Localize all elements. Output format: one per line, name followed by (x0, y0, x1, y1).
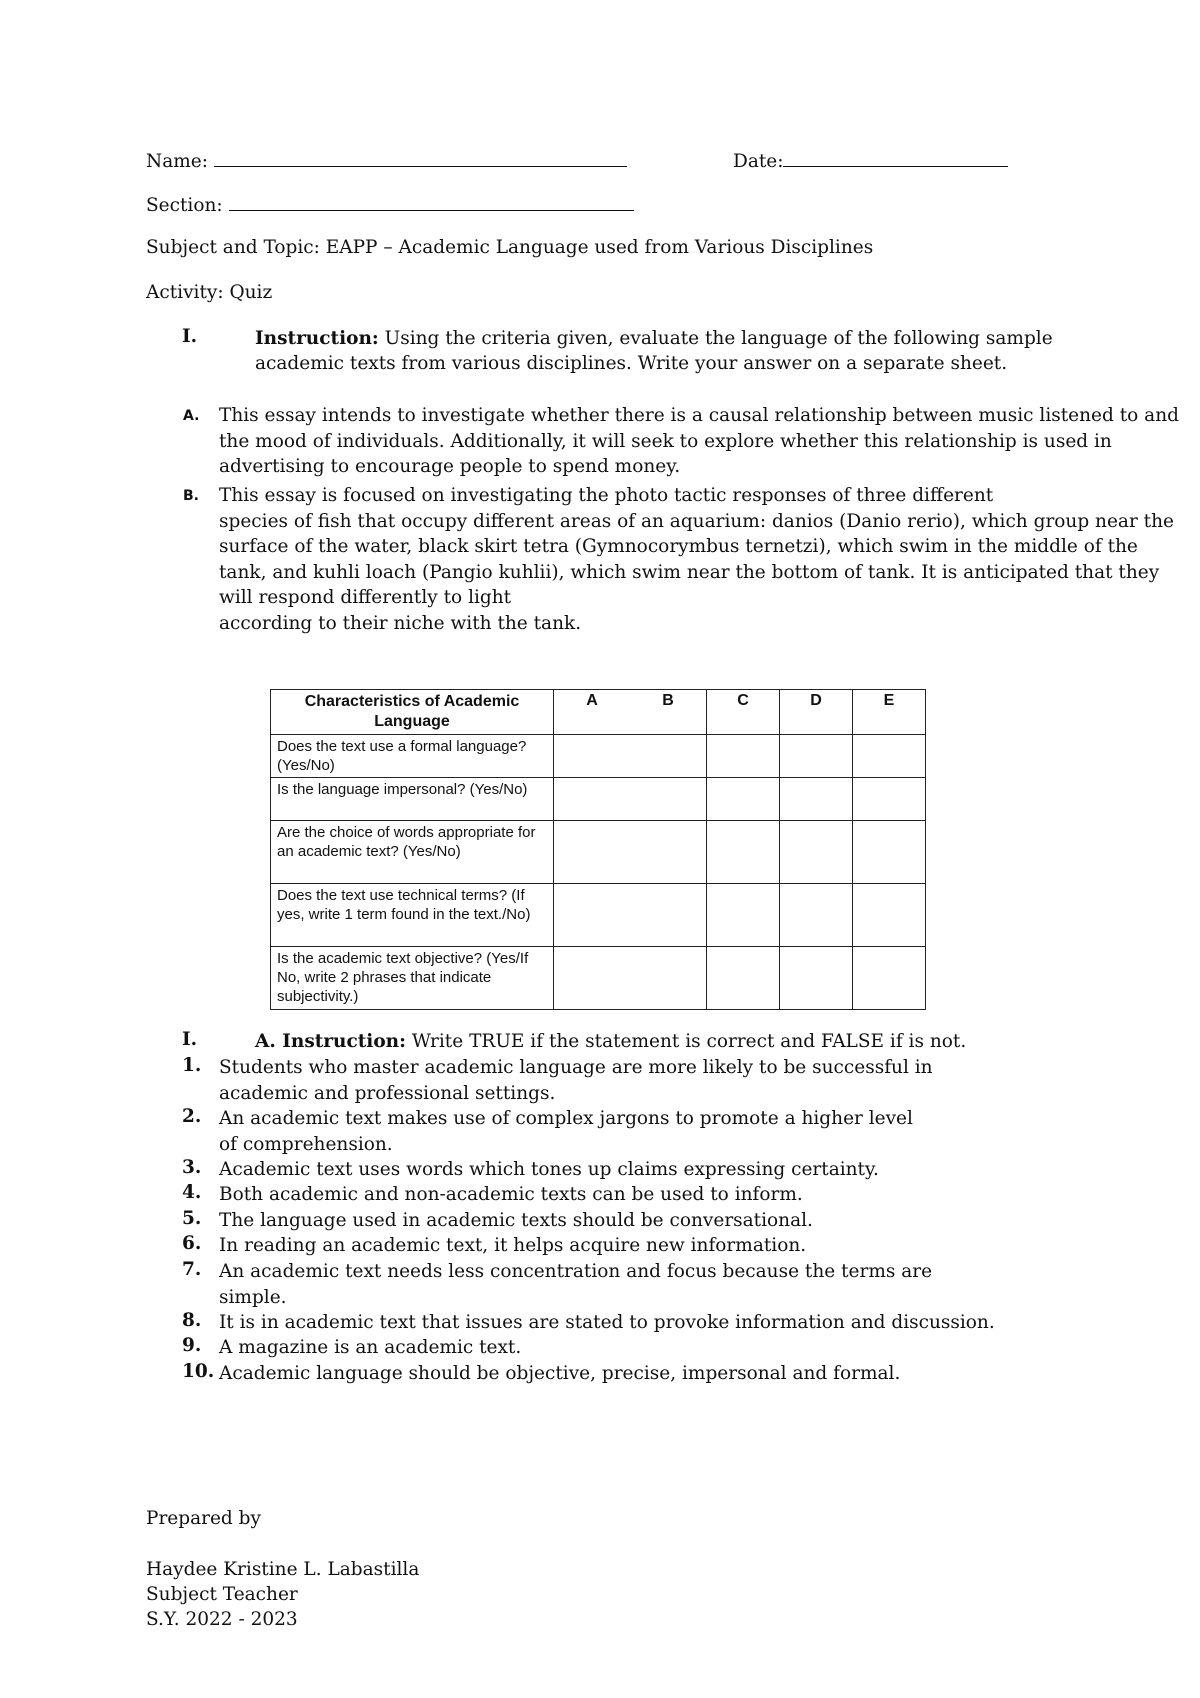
table-header-b: B (630, 690, 707, 735)
section-label: Section: (146, 195, 223, 216)
passage-b-line: according to their niche with the tank. (219, 612, 582, 634)
table-header-characteristics: Characteristics of Academic Language (271, 690, 554, 735)
table-row-criterion: Are the choice of words appropriate for an academic text? (Yes/No) (271, 821, 554, 884)
tf-item (219, 1055, 933, 1106)
table-cell-answer[interactable] (853, 778, 926, 821)
table-row-criterion: Does the text use a formal language? (Yes/No) (271, 735, 554, 778)
teacher-role: Subject Teacher (146, 1584, 298, 1605)
section-blank[interactable] (229, 192, 634, 211)
table-row (271, 947, 926, 1010)
table-cell-answer[interactable] (853, 884, 926, 947)
tf-item-line: Academic language should be objective, precise, impersonal and formal. (219, 1363, 901, 1384)
table-cell-answer[interactable] (554, 947, 707, 1010)
tf-item (219, 1335, 521, 1361)
passage-a-line: advertising to encourage people to spend money. (219, 456, 681, 477)
passage-b-line: tank, and kuhli loach (Pangio kuhlii), which swim near the bottom of tank. It is anticipated that they (219, 561, 1160, 583)
table-cell-answer[interactable] (780, 821, 853, 884)
part1-instruction (255, 326, 1145, 376)
table-cell-answer[interactable] (707, 735, 780, 778)
passage-a-line: the mood of individuals. Additionally, it will seek to explore whether this relationship is used in (219, 430, 1112, 452)
table-cell-answer[interactable] (554, 735, 707, 778)
tf-item-line: A magazine is an academic text. (219, 1337, 522, 1358)
tf-item (219, 1310, 995, 1336)
table-header-a: A (554, 690, 631, 735)
tf-item-number: 9. (182, 1335, 202, 1356)
date-label: Date: (733, 151, 784, 172)
tf-item-line: Students who master academic language are more likely to be successful in (219, 1057, 933, 1078)
tf-item-number: 3. (182, 1157, 202, 1178)
table-cell-answer[interactable] (554, 778, 707, 821)
activity-line: Activity: Quiz (146, 282, 273, 303)
tf-item-line: An academic text needs less concentration and focus because the terms are (219, 1261, 933, 1282)
tf-item (219, 1182, 803, 1208)
tf-item-line: In reading an academic text, it helps acquire new information. (219, 1235, 807, 1256)
tf-item-line: of comprehension. (219, 1133, 393, 1155)
part1-roman: I. (182, 326, 198, 347)
table-cell-answer[interactable] (554, 884, 707, 947)
passage-b-line: This essay is focused on investigating the photo tactic responses of three different (219, 485, 994, 506)
tf-item (219, 1157, 879, 1183)
table-cell-answer[interactable] (554, 821, 707, 884)
table-cell-answer[interactable] (707, 821, 780, 884)
tf-item-line: The language used in academic texts should be conversational. (219, 1210, 813, 1231)
table-cell-answer[interactable] (707, 947, 780, 1010)
table-cell-answer[interactable] (780, 947, 853, 1010)
tf-item-line: An academic text makes use of complex jargons to promote a higher level (219, 1108, 913, 1129)
table-header-d: D (780, 690, 853, 735)
part2-instruction-text: Write TRUE if the statement is correct and FALSE if is not. (411, 1031, 967, 1052)
table-cell-answer[interactable] (853, 735, 926, 778)
name-field (146, 148, 627, 172)
tf-item-number: 2. (182, 1106, 202, 1127)
table-header-row (271, 690, 926, 735)
part1-instruction-label: Instruction: (255, 328, 379, 349)
table-row (271, 735, 926, 778)
name-label: Name: (146, 151, 208, 172)
date-field (733, 148, 1008, 172)
tf-item (219, 1361, 900, 1387)
tf-item (219, 1106, 913, 1157)
table-cell-answer[interactable] (707, 778, 780, 821)
table-cell-answer[interactable] (780, 735, 853, 778)
passage-b-line: will respond differently to light (219, 587, 512, 608)
table-row (271, 821, 926, 884)
tf-item-number: 6. (182, 1233, 202, 1254)
table-row-criterion: Does the text use technical terms? (If yes, write 1 term found in the text./No) (271, 884, 554, 947)
tf-item (219, 1233, 806, 1259)
passage-a-line: This essay intends to investigate whether there is a causal relationship between music listened to and (219, 405, 1179, 426)
part1-instruction-text: Using the criteria given, evaluate the language of the following sample academic texts from various disciplines. Write your answer on a separate sheet. (255, 328, 1053, 374)
tf-item-number: 1. (182, 1055, 202, 1076)
name-blank[interactable] (214, 148, 627, 167)
section-field (146, 192, 634, 216)
teacher-block (146, 1557, 419, 1632)
tf-item (219, 1259, 932, 1310)
table-row-criterion: Is the language impersonal? (Yes/No) (271, 778, 554, 821)
passage-a (219, 403, 1179, 480)
table-row-criterion: Is the academic text objective? (Yes/If No, write 2 phrases that indicate subjectivity.) (271, 947, 554, 1010)
passage-b-line: surface of the water, black skirt tetra (Gymnocorymbus ternetzi), which swim in the middle of the (219, 536, 1138, 557)
passage-b-line: species of fish that occupy different areas of an aquarium: danios (Danio rerio), which group near the (219, 510, 1174, 532)
tf-item-number: 10. (182, 1361, 215, 1382)
date-blank[interactable] (783, 148, 1008, 167)
subject-topic: Subject and Topic: EAPP – Academic Language used from Various Disciplines (146, 237, 874, 258)
table-cell-answer[interactable] (853, 821, 926, 884)
tf-item-number: 7. (182, 1259, 202, 1280)
table-row (271, 884, 926, 947)
passage-a-label: A. (183, 408, 200, 424)
table-cell-answer[interactable] (707, 884, 780, 947)
passage-b-label: B. (183, 488, 199, 504)
table-cell-answer[interactable] (780, 778, 853, 821)
part2-instruction (255, 1029, 1145, 1054)
tf-item-line: Academic text uses words which tones up claims expressing certainty. (219, 1159, 879, 1180)
tf-item-number: 5. (182, 1208, 202, 1229)
tf-item (219, 1208, 813, 1234)
table-header-c: C (707, 690, 780, 735)
part2-roman: I. (182, 1029, 198, 1050)
teacher-name: Haydee Kristine L. Labastilla (146, 1559, 420, 1580)
tf-item-number: 8. (182, 1310, 202, 1331)
passage-b (219, 483, 1174, 636)
tf-item-line: academic and professional settings. (219, 1082, 556, 1104)
school-year: S.Y. 2022 - 2023 (146, 1609, 298, 1630)
tf-item-number: 4. (182, 1182, 202, 1203)
tf-item-line: simple. (219, 1286, 287, 1308)
criteria-table (270, 689, 926, 1010)
prepared-by-label: Prepared by (146, 1508, 261, 1529)
table-header-e: E (853, 690, 926, 735)
tf-item-line: It is in academic text that issues are stated to provoke information and discussion. (219, 1312, 995, 1333)
part2-instruction-label: A. Instruction: (255, 1031, 406, 1052)
table-row (271, 778, 926, 821)
table-cell-answer[interactable] (853, 947, 926, 1010)
tf-item-line: Both academic and non-academic texts can be used to inform. (219, 1184, 803, 1205)
table-cell-answer[interactable] (780, 884, 853, 947)
